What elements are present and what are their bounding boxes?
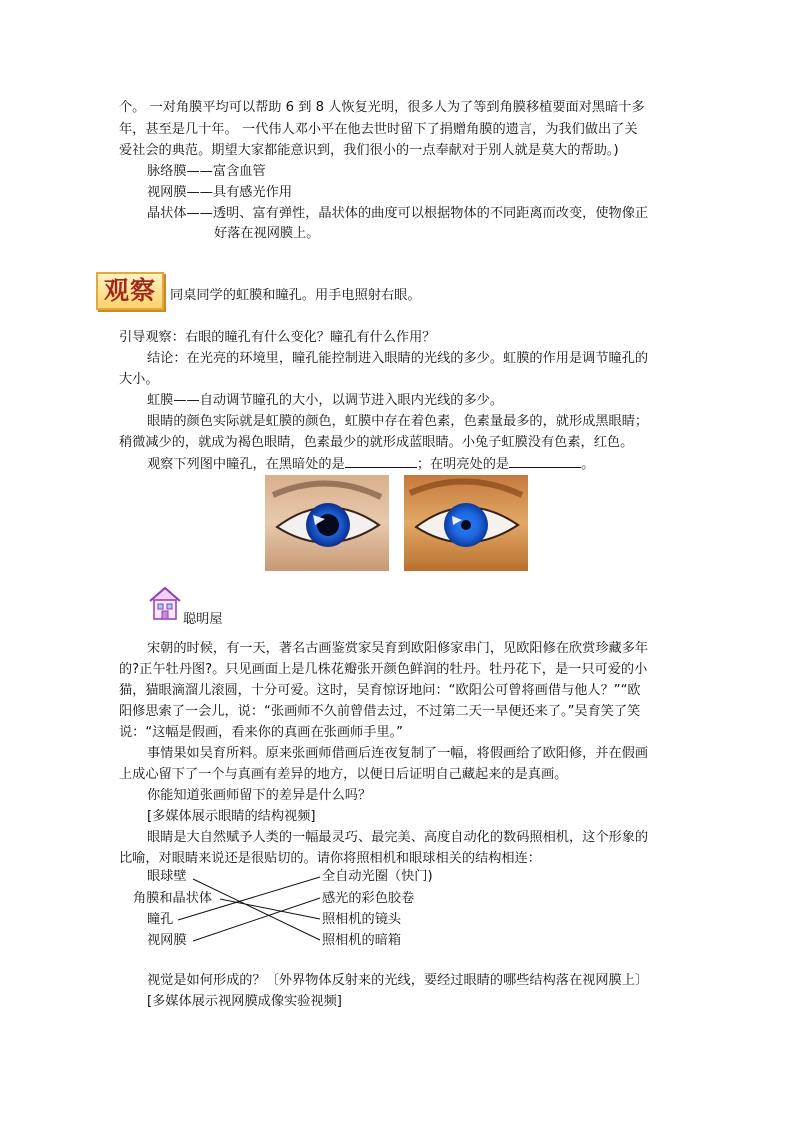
- story-line: 上成心留下了一个与真画有差异的地方，以便日后证明自己藏起来的是真画。: [119, 767, 568, 782]
- match-left-item: 眼球壁: [147, 869, 187, 884]
- pupil-question-part: ；在明亮处的是: [416, 457, 510, 472]
- match-right-item: 感光的彩色胶卷: [322, 891, 415, 906]
- lens-definition-cont: 好落在视网膜上。: [214, 226, 320, 241]
- story-line: 猫，猫眼滴溜儿滚圆，十分可爱。这时，吴育惊讶地问：“欧阳公可曾将画借与他人？”“欧: [119, 683, 641, 698]
- pupil-question-part: 观察下列图中瞳孔，在黑暗处的是: [147, 457, 345, 472]
- clever-house-title: 聪明屋: [183, 612, 223, 627]
- observe-title: 同桌同学的虹膜和瞳孔。用手电照射右眼。: [170, 288, 421, 303]
- camera-analogy: 眼睛是大自然赋予人类的一幅最灵巧、最完美、高度自动化的数码照相机，这个形象的: [147, 830, 649, 845]
- match-line: [193, 898, 320, 941]
- choroid-definition: 脉络膜——富含血管: [147, 164, 266, 179]
- paragraph-line: 年，甚至是几十年。 一代伟人邓小平在他去世时留下了捐赠角膜的遗言，为我们做出了关: [119, 122, 638, 137]
- match-left-item: 视网膜: [147, 933, 187, 948]
- iris-definition: 虹膜——自动调节瞳孔的大小，以调节进入眼内光线的多少。: [147, 393, 504, 408]
- conclusion-line: 结论：在光亮的环境里，瞳孔能控制进入眼睛的光线的多少。虹膜的作用是调节瞳孔的: [147, 351, 649, 366]
- eye-color-line: 眼睛的颜色实际就是虹膜的颜色，虹膜中存在着色素，色素量最多的，就形成黑眼睛；: [147, 414, 649, 429]
- match-right-item: 照相机的镜头: [322, 912, 402, 927]
- story-question: 你能知道张画师留下的差异是什么吗？: [147, 788, 372, 803]
- match-right-item: 全自动光圈（快门): [322, 869, 433, 884]
- story-line: 事情果如吴育所料。原来张画师借画后连夜复制了一幅，将假画给了欧阳修，并在假画: [147, 746, 649, 761]
- pupil-question-part: 。: [581, 457, 595, 472]
- video-note: [多媒体展示眼睛的结构视频]: [147, 809, 316, 824]
- video-note: [多媒体展示视网膜成像实验视频]: [147, 994, 342, 1009]
- camera-analogy: 比喻，对眼睛来说还是很贴切的。请你将照相机和眼球相关的结构相连：: [119, 851, 541, 866]
- observe-badge: 观察: [96, 272, 164, 310]
- retina-definition: 视网膜——具有感光作用: [147, 185, 293, 200]
- eye-color-line: 稍微减少的，就成为褐色眼睛，色素最少的就形成蓝眼睛。小兔子虹膜没有色素，红色。: [119, 435, 634, 450]
- match-right-item: 照相机的暗箱: [322, 933, 402, 948]
- match-left-item: 瞳孔: [147, 912, 174, 927]
- story-line: 说：“这幅是假画，看来你的真画在张画师手里。”: [119, 725, 403, 740]
- story-line: 阳修思索了一会儿，说：“张画师不久前曾借去过，不过第二天一早便还来了。”吴育笑了笑: [119, 704, 641, 719]
- conclusion-line: 大小。: [119, 372, 159, 387]
- match-left-item: 角膜和晶状体: [133, 891, 213, 906]
- story-line: 宋朝的时候，有一天，著名古画鉴赏家吴育到欧阳修家串门，见欧阳修在欣赏珍藏多年: [147, 641, 649, 656]
- paragraph-line: 爱社会的典范。期望大家都能意识到，我们很小的一点奉献对于别人就是莫大的帮助。): [119, 143, 619, 158]
- match-line: [178, 877, 320, 920]
- story-line: 的?正午牡丹图?。只见画面上是几株花瓣张开颜色鲜润的牡丹。牡丹花下，是一只可爱的小: [119, 662, 648, 677]
- lens-definition: 晶状体——透明、富有弹性，晶状体的曲度可以根据物体的不同距离而改变，使物像正: [147, 206, 649, 221]
- paragraph-line: 个。 一对角膜平均可以帮助 6 到 8 人恢复光明，很多人为了等到角膜移植要面对黑暗十多: [119, 100, 645, 115]
- vision-question: 视觉是如何形成的？〔外界物体反射来的光线，要经过眼睛的哪些结构落在视网膜上〕: [147, 973, 649, 988]
- guide-question: 引导观察：右眼的瞳孔有什么变化？瞳孔有什么作用？: [119, 330, 436, 345]
